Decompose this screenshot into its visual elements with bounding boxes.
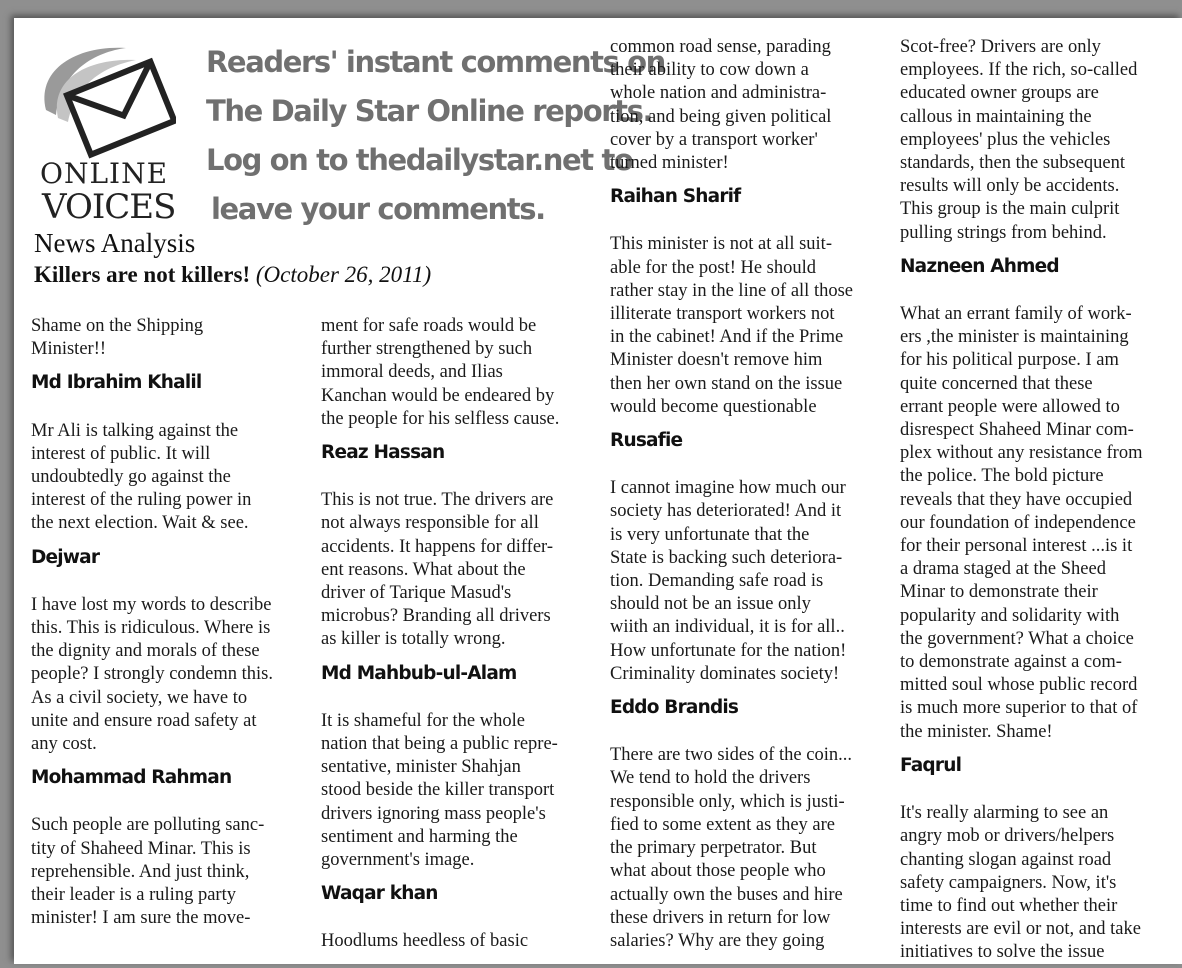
comment-line: any cost.	[31, 734, 97, 755]
comment-line: rather stay in the line of all those	[610, 280, 853, 301]
comment-column-3	[610, 36, 885, 953]
comment-line: their ability to cow down a	[610, 60, 809, 81]
comment-line: illiterate transport workers not	[610, 304, 835, 325]
comment-line: educated owner groups are	[900, 83, 1099, 104]
comment-line: Minister doesn't remove him	[610, 350, 823, 371]
comment-line: angry mob or drivers/helpers	[900, 826, 1115, 847]
comment-line: should not be an issue only	[610, 594, 811, 615]
comment-line: as killer is totally wrong.	[321, 629, 506, 650]
comment-line: standards, then the subsequent	[900, 153, 1126, 174]
commenter-name: Nazneen Ahmed	[900, 255, 1059, 277]
promo-line: leave your comments.	[211, 192, 545, 226]
comment-line: Hoodlums heedless of basic	[321, 931, 529, 952]
article-headline	[34, 262, 431, 288]
comment-line: chanting slogan against road	[900, 849, 1112, 870]
comment-line: the minister. Shame!	[900, 721, 1053, 742]
comment-column-2	[321, 315, 591, 954]
comment-line: plex without any resistance from	[900, 443, 1143, 464]
comment-line: microbus? Branding all drivers	[321, 606, 551, 627]
comment-line: interest of the ruling power in	[31, 490, 252, 511]
promo-line: Readers' instant comments on	[206, 45, 665, 79]
envelope-icon	[36, 40, 176, 160]
commenter-name: Reaz Hassan	[321, 442, 445, 464]
comment-line: State is backing such deteriora-	[610, 547, 843, 568]
comment-line: tity of Shaheed Minar. This is	[31, 838, 251, 859]
comment-line: able for the post! He should	[610, 257, 817, 278]
comment-line: time to find out whether their	[900, 895, 1118, 916]
comment-line: errant people were allowed to	[900, 396, 1120, 417]
comment-line: a drama staged at the Sheed	[900, 559, 1106, 580]
promo-line: Log on to thedailystar.net to	[206, 143, 633, 177]
comment-line: tion. Demanding safe road is	[610, 571, 824, 592]
comment-line: stood beside the killer transport	[321, 780, 555, 801]
comment-line: This is not true. The drivers are	[321, 490, 554, 511]
comment-line: interest of public. It will	[31, 443, 211, 464]
comment-line: Such people are polluting sanc-	[31, 815, 265, 836]
comment-line: What an errant family of work-	[900, 304, 1132, 325]
section-label: News Analysis	[34, 228, 196, 258]
comment-line: society has deteriorated! And it	[610, 501, 842, 522]
commenter-name: Waqar khan	[321, 883, 438, 905]
comment-line: interests are evil or not, and take	[900, 919, 1141, 940]
commenter-name: Md Mahbub-ul-Alam	[321, 662, 517, 684]
commenter-name: Raihan Sharif	[610, 186, 741, 208]
comment-line: ent reasons. What about the	[321, 559, 526, 580]
comment-line: I cannot imagine how much our	[610, 478, 846, 499]
comment-line: safety campaigners. Now, it's	[900, 872, 1117, 893]
comment-line: common road sense, parading	[610, 37, 831, 57]
comment-line: It is shameful for the whole	[321, 710, 525, 731]
comment-line: Shame on the Shipping	[31, 316, 204, 336]
promo-text	[206, 38, 665, 234]
comment-line: is much more superior to that of	[900, 698, 1138, 719]
promo-line: The Daily Star Online reports.	[206, 94, 653, 128]
comment-line: government's image.	[321, 850, 475, 871]
comment-line: their leader is a ruling party	[31, 885, 236, 906]
comment-line: minister! I am sure the move-	[31, 908, 251, 929]
comment-line: There are two sides of the coin...	[610, 745, 852, 766]
comment-line: further strengthened by such	[321, 339, 533, 360]
comment-line: Minar to demonstrate their	[900, 582, 1098, 603]
comment-line: quite concerned that these	[900, 373, 1093, 394]
comment-line: in the cabinet! And if the Prime	[610, 327, 844, 348]
comment-line: cover by a transport worker'	[610, 129, 818, 150]
comment-line: is very unfortunate that the	[610, 524, 810, 545]
comment-line: tion, and being given political	[610, 106, 832, 127]
comment-line: undoubtedly go against the	[31, 467, 231, 488]
commenter-name: Dejwar	[31, 546, 100, 568]
comment-line: the people for his selfless cause.	[321, 408, 560, 429]
comment-line: ers ,the minister is maintaining	[900, 327, 1129, 348]
comment-column-4	[900, 36, 1175, 964]
newspaper-page	[14, 18, 1182, 964]
comment-line: reprehensible. And just think,	[31, 861, 250, 882]
comment-line: the dignity and morals of these	[31, 641, 260, 662]
comment-line: accidents. It happens for differ-	[321, 536, 553, 557]
comment-line: nation that being a public repre-	[321, 734, 558, 755]
comment-line: We tend to hold the drivers	[610, 768, 811, 789]
comment-line: the primary perpetrator. But	[610, 838, 817, 859]
comment-line: ment for safe roads would be	[321, 316, 537, 336]
comment-line: How unfortunate for the nation!	[610, 640, 847, 661]
comment-line: employees. If the rich, so-called	[900, 60, 1138, 81]
comment-column-1	[31, 315, 311, 930]
comment-line: Kanchan would be endeared by	[321, 385, 555, 406]
comment-line: then her own stand on the issue	[610, 373, 843, 394]
comment-line: sentative, minister Shahjan	[321, 757, 521, 778]
comment-line: people? I strongly condemn this.	[31, 664, 273, 685]
comment-line: I have lost my words to describe	[31, 594, 272, 615]
comment-line: to demonstrate against a com-	[900, 652, 1122, 673]
comment-line: the next election. Wait & see.	[31, 513, 249, 534]
online-voices-logo	[36, 40, 176, 227]
commenter-name: Rusafie	[610, 430, 683, 452]
comment-line: It's really alarming to see an	[900, 803, 1109, 824]
comment-line: As a civil society, we have to	[31, 687, 248, 708]
commenter-name: Md Ibrahim Khalil	[31, 372, 202, 394]
comment-line: Mr Ali is talking against the	[31, 420, 239, 441]
comment-line: This minister is not at all suit-	[610, 234, 832, 255]
comment-line: not always responsible for all	[321, 513, 539, 534]
comment-line: turned minister!	[610, 153, 729, 174]
commenter-name: Mohammad Rahman	[31, 767, 232, 789]
comment-line: salaries? Why are they going	[610, 930, 825, 951]
article-date: (October 26, 2011)	[255, 262, 432, 287]
logo-voices-text: VOICES	[42, 187, 176, 227]
comment-line: immoral deeds, and Ilias	[321, 362, 503, 383]
comment-line: what about those people who	[610, 861, 826, 882]
comment-line: employees' plus the vehicles	[900, 129, 1111, 150]
comment-line: Minister!!	[31, 339, 107, 360]
comment-line: fied to some extent as they are	[610, 814, 835, 835]
comment-line: this. This is ridiculous. Where is	[31, 618, 271, 639]
comment-line: mitted soul whose public record	[900, 675, 1138, 696]
comment-line: our foundation of independence	[900, 512, 1136, 533]
comment-line: pulling strings from behind.	[900, 222, 1107, 243]
logo-online-text: ONLINE	[40, 157, 169, 190]
comment-line: reveals that they have occupied	[900, 489, 1133, 510]
comment-line: Scot-free? Drivers are only	[900, 37, 1101, 57]
comment-line: Criminality dominates society!	[610, 663, 840, 684]
comment-line: the police. The bold picture	[900, 466, 1104, 487]
comment-line: driver of Tarique Masud's	[321, 583, 512, 604]
comment-line: drivers ignoring mass people's	[321, 803, 546, 824]
comment-line: callous in maintaining the	[900, 106, 1092, 127]
comment-line: actually own the buses and hire	[610, 884, 843, 905]
comment-line: popularity and solidarity with	[900, 605, 1120, 626]
comment-line: This group is the main culprit	[900, 199, 1120, 220]
comment-line: for his political purpose. I am	[900, 350, 1119, 371]
comment-line: would become questionable	[610, 396, 817, 417]
comment-line: sentiment and harming the	[321, 826, 518, 847]
comment-line: responsible only, which is justi-	[610, 791, 845, 812]
commenter-name: Faqrul	[900, 754, 962, 776]
comment-line: these drivers in return for low	[610, 907, 831, 928]
comment-line: the government? What a choice	[900, 628, 1134, 649]
comment-line: initiatives to solve the issue	[900, 942, 1105, 963]
comment-line: for their personal interest ...is it	[900, 536, 1133, 557]
article-title: Killers are not killers!	[34, 262, 251, 287]
comment-line: disrespect Shaheed Minar com-	[900, 420, 1134, 441]
comment-line: whole nation and administra-	[610, 83, 827, 104]
comment-line: results will only be accidents.	[900, 176, 1120, 197]
comment-line: wiith an individual, it is for all..	[610, 617, 845, 638]
comment-line: unite and ensure road safety at	[31, 710, 257, 731]
commenter-name: Eddo Brandis	[610, 697, 739, 719]
